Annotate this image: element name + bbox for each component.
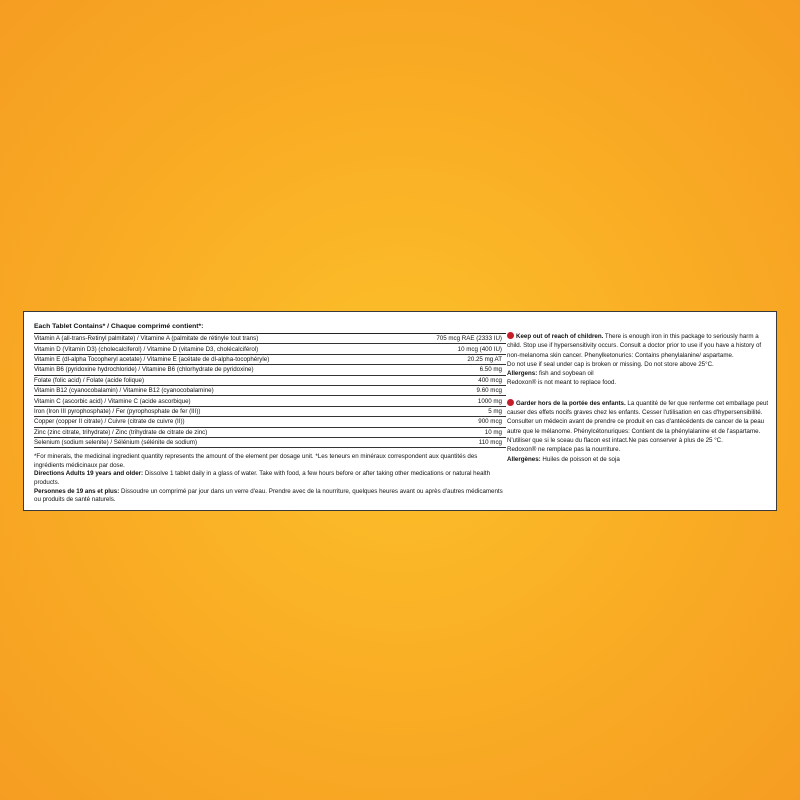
nutrient-row	[34, 396, 506, 406]
directions-french	[34, 488, 506, 505]
nutrient-amount: 10 mcg (400 IU)	[457, 345, 502, 353]
warnings-section	[507, 332, 773, 464]
allergens-english	[507, 369, 773, 378]
nutrient-row	[34, 376, 506, 386]
allergens-french-label: Allergènes:	[507, 455, 541, 463]
redoxon-note-french: Redoxon® ne remplace pas la nourriture.	[507, 446, 621, 454]
directions-french-label: Personnes de 19 ans et plus:	[34, 487, 120, 495]
nutrient-amount: 6.50 mg	[479, 366, 502, 374]
nutrient-name: Vitamin C (ascorbic acid) / Vitamine C (acide ascorbique)	[34, 397, 191, 405]
nutrient-name: Vitamin A (all-trans-Retinyl palmitate) / Vitamine A (palmitate de rétinyle tout trans)	[34, 335, 259, 343]
allergens-english-text: fish and soybean oil	[537, 370, 594, 378]
nutrient-name: Vitamin E (dl-alpha Tocopheryl acetate) / Vitamine E (acétate de dl-alpha-tocophéryle)	[34, 355, 270, 363]
nutrient-heading: Each Tablet Contains* / Chaque comprimé contient*:	[34, 323, 204, 330]
warning-french-text: La quantité de fer que renferme cet emballage peut causer des effets nocifs graves chez les enfants. Cesser l'utilisation en cas d'hypersensibilité. Consulter un médecin avant de prendre ce produit en cas d'antécédents de cancer de la peau autre que le mélanome. Phénylcétonuriques: Contient de la phénylalanine et de l'aspartame.	[507, 399, 769, 435]
nutrient-name: Copper (copper II citrate) / Cuivre (citrate de cuivre (II))	[34, 418, 185, 426]
nutrient-name: Selenium (sodium selenite) / Sélénium (sélénite de sodium)	[34, 439, 198, 447]
nutrient-name: Vitamin D (Vitamin D3) (cholecalciferol) / Vitamine D (vitamine D3, cholécalciférol)	[34, 345, 259, 353]
nutrient-amount: 5 mg	[488, 407, 502, 415]
nutrient-table	[34, 333, 506, 448]
directions-english	[34, 470, 506, 487]
nutrient-row	[34, 438, 506, 448]
nutrient-name: Vitamin B12 (cyanocobalamin) / Vitamine B12 (cyanocobalamine)	[34, 387, 214, 395]
directions-english-text: Dissolve 1 tablet daily in a glass of water. Take with food, a few hours before or after taking other medications or natural health products.	[34, 470, 491, 487]
warning-dot-icon	[507, 332, 514, 339]
allergens-french-text: Huiles de poisson et de soja	[540, 455, 620, 463]
redoxon-note-english: Redoxon® is not meant to replace food.	[507, 379, 617, 387]
nutrient-row	[34, 428, 506, 438]
warning-english-text: There is enough iron in this package to seriously harm a child. Stop use if hypersensitivity occurs. Consult a doctor prior to use if you have a history of non-melanoma skin cancer. Phenylketonurics: Contains phenylalanine/ aspartame.	[507, 333, 762, 359]
nutrient-section	[34, 322, 506, 505]
nutrient-name: Folate (folic acid) / Folate (acide folique)	[34, 376, 145, 384]
warning-french-heading: Garder hors de la portée des enfants.	[516, 399, 626, 407]
seal-warning-english: Do not use if seal under cap is broken or missing. Do not store above 25°C.	[507, 360, 714, 368]
nutrient-row	[34, 417, 506, 427]
nutrient-name: Vitamin B6 (pyridoxine hydrochloride) / Vitamine B6 (chlorhydrate de pyridoxine)	[34, 366, 254, 374]
allergens-french	[507, 455, 773, 464]
nutrient-name: Zinc (zinc citrate, trihydrate) / Zinc (trihydrate de citrate de zinc)	[34, 428, 208, 436]
mineral-footnote: *For minerals, the medicinal ingredient quantity represents the amount of the element per dosage unit. *Les teneurs en minéraux correspondent aux quantités des ingrédients médicinaux par dose.	[34, 453, 478, 469]
warning-dot-icon	[507, 399, 514, 406]
directions-french-text: Dissoudre un comprimé par jour dans un verre d'eau. Prendre avec de la nourriture, quelques heures avant ou après d'autres médicaments ou produits de santé naturels.	[34, 487, 503, 504]
nutrient-name: Iron (Iron III pyrophosphate) / Fer (pyrophosphate de fer (III))	[34, 407, 201, 415]
nutrient-amount: 900 mcg	[478, 418, 502, 426]
nutrient-row	[34, 407, 506, 417]
warning-english-heading: Keep out of reach of children.	[516, 333, 604, 340]
nutrient-amount: 705 mcg RAE (2333 IU)	[436, 335, 502, 343]
nutrient-amount: 400 mcg	[478, 376, 502, 384]
warning-english	[507, 332, 773, 360]
nutrient-row	[34, 334, 506, 344]
allergens-english-label: Allergens:	[507, 370, 538, 378]
supplement-label-panel	[23, 311, 777, 511]
nutrient-row	[34, 344, 506, 354]
seal-warning-french: N'utiliser que si le sceau du flacon est intact.Ne pas conserver à plus de 25 °C.	[507, 436, 723, 444]
warning-french	[507, 399, 773, 436]
nutrient-amount: 10 mg	[484, 428, 502, 436]
nutrient-amount: 9.60 mcg	[476, 387, 502, 395]
nutrient-row	[34, 365, 506, 375]
directions-english-label: Directions Adults 19 years and older:	[34, 470, 144, 478]
nutrient-row	[34, 355, 506, 365]
nutrient-amount: 1000 mg	[477, 397, 502, 405]
nutrient-amount: 20.25 mg AT	[467, 355, 502, 363]
nutrient-row	[34, 386, 506, 396]
nutrient-amount: 110 mcg	[478, 439, 502, 447]
